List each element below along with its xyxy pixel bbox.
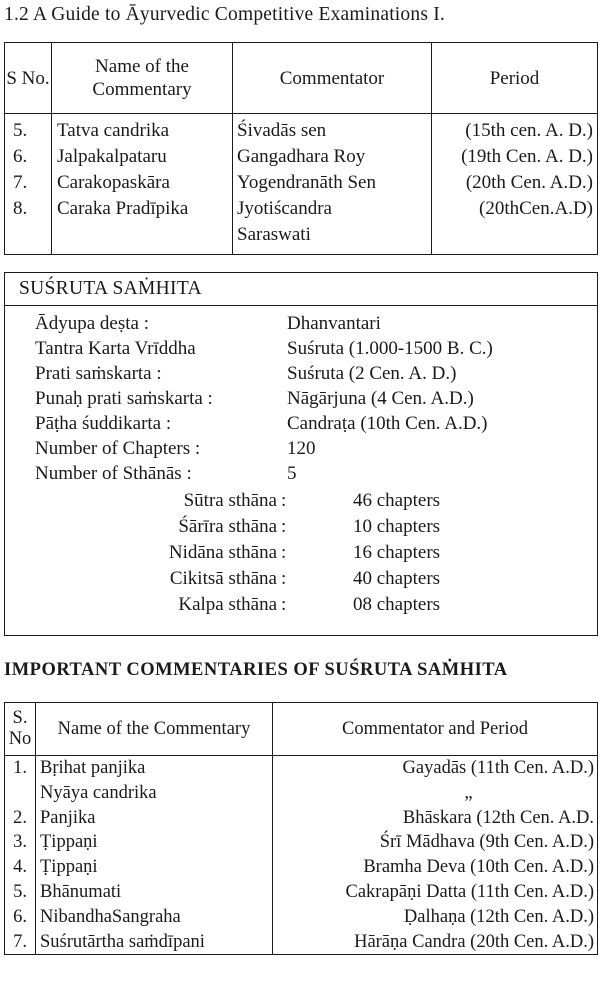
cell-period: (15th cen. A. D.) <box>465 120 593 141</box>
sthana-label: Nidāna sthāna <box>168 542 277 563</box>
cell-commentator-period: Bramha Deva (10th Cen. A.D.) <box>363 857 594 878</box>
cell-name: Panjika <box>40 807 96 828</box>
info-value: Candraṭa (10th Cen. A.D.) <box>287 413 488 434</box>
sthana-label: Sūtra sthāna <box>183 490 277 511</box>
cell-name: Nyāya candrika <box>40 782 157 803</box>
column-name <box>52 114 233 255</box>
cell-name: Ṭippaṇi <box>40 832 98 853</box>
cell-commentator-period: Ḍalhaṇa (12th Cen. A.D.) <box>403 906 594 927</box>
info-label: Pāṭha śuddikarta : <box>35 413 172 434</box>
sthana-label: Kalpa sthāna <box>178 594 277 615</box>
cell-name: Bṛihat panjika <box>40 758 146 778</box>
cell-name: Ṭippaṇi <box>40 857 98 878</box>
cell-commentator-period: Bhāskara (12th Cen. A.D. <box>402 807 594 828</box>
info-value: Suśruta (2 Cen. A. D.) <box>287 363 457 384</box>
cell-commentator: Jyotiścandra Saraswati <box>237 198 332 245</box>
cell-period: (20th Cen. A.D.) <box>465 172 593 193</box>
cell-sno: 7. <box>13 172 28 193</box>
cell-commentator-period: Gayadās (11th Cen. A.D.) <box>402 758 594 778</box>
susruta-commentaries-table <box>4 702 598 955</box>
cell-commentator-period: Cakrapāṇi Datta (11th Cen. A.D.) <box>345 881 594 902</box>
info-label: Tantra Karta Vrīddha <box>35 338 196 359</box>
column-header-name: Name of the Commentary <box>52 43 233 114</box>
colon: : <box>281 568 287 589</box>
cell-sno: 5. <box>13 120 28 141</box>
cell-commentator-period: Śrī Mādhava (9th Cen. A.D.) <box>379 832 594 853</box>
cell-sno: 5. <box>13 881 27 902</box>
cell-sno: 3. <box>13 832 27 853</box>
cell-sno: 6. <box>13 146 28 167</box>
column-header-commentator-period: Commentator and Period <box>273 703 598 756</box>
table-body <box>5 114 598 255</box>
susruta-samhita-box <box>4 272 598 636</box>
info-label: Number of Chapters : <box>35 438 201 459</box>
sthana-value: 16 chapters <box>353 542 441 563</box>
info-value: 120 <box>287 438 316 459</box>
cell-sno: 4. <box>13 857 27 878</box>
cell-period: (19th Cen. A. D.) <box>461 146 593 167</box>
section-title: IMPORTANT COMMENTARIES OF SUŚRUTA SAṀHITA <box>4 660 508 680</box>
sthana-value: 46 chapters <box>353 490 441 511</box>
colon: : <box>281 542 287 563</box>
sthana-value: 08 chapters <box>353 594 441 615</box>
cell-sno: 6. <box>13 906 27 927</box>
cell-name: Suśrutārtha saṁdīpani <box>40 931 205 952</box>
cell-name: Jalpakalpataru <box>57 146 167 167</box>
cell-sno: 7. <box>13 931 27 952</box>
info-label: Punaḥ prati saṁskarta : <box>35 388 213 409</box>
column-commentator-period <box>273 756 598 955</box>
column-commentator <box>233 114 432 255</box>
table-body <box>5 756 598 955</box>
cell-commentator-period: „ <box>464 782 473 803</box>
column-period <box>432 114 598 255</box>
cell-name: Carakopaskāra <box>57 172 170 193</box>
cell-sno: 2. <box>13 807 27 828</box>
cell-sno <box>5 781 35 806</box>
info-label: Number of Sthānās : <box>35 463 192 484</box>
column-header-sno: S. No <box>5 703 36 756</box>
page-header: 1.2 A Guide to Āyurvedic Competitive Examinations I. <box>4 4 445 25</box>
cell-name: NibandhaSangraha <box>40 906 181 927</box>
cell-commentator: Yogendranāth Sen <box>237 172 376 193</box>
info-value: Nāgārjuna (4 Cen. A.D.) <box>287 388 474 409</box>
colon: : <box>281 516 287 537</box>
info-value: Suśruta (1.000-1500 B. C.) <box>287 338 493 359</box>
caraka-commentaries-table <box>4 42 598 255</box>
column-header-name: Name of the Commentary <box>36 703 273 756</box>
cell-period: (20thCen.A.D) <box>479 198 593 219</box>
sthana-value: 10 chapters <box>353 516 441 537</box>
cell-sno: 1. <box>13 758 27 778</box>
cell-name: Tatva candrika <box>57 120 170 141</box>
info-label: Prati saṁskarta : <box>35 363 162 384</box>
colon: : <box>281 490 287 511</box>
info-value: Dhanvantari <box>287 313 381 334</box>
cell-name: Bhānumati <box>40 881 122 902</box>
sthana-label: Cikitsā sthāna <box>169 568 277 589</box>
column-header-sno: S No. <box>5 43 52 114</box>
colon: : <box>281 594 287 615</box>
box-title: SUŚRUTA SAṀHITA <box>5 273 597 306</box>
column-sno <box>5 756 36 955</box>
cell-name: Caraka Pradīpika <box>57 198 189 219</box>
table-header-row <box>5 43 598 114</box>
column-name <box>36 756 273 955</box>
cell-commentator: Gangadhara Roy <box>237 146 366 167</box>
info-value: 5 <box>287 463 297 484</box>
sthana-label: Śārīra sthāna <box>178 516 277 537</box>
column-sno <box>5 114 52 255</box>
cell-commentator-period: Hārāṇa Candra (20th Cen. A.D.) <box>354 931 594 952</box>
cell-sno: 8. <box>13 198 28 219</box>
info-label: Ādyupa deṣta : <box>35 313 149 334</box>
sthana-value: 40 chapters <box>353 568 441 589</box>
column-header-period: Period <box>432 43 598 114</box>
cell-commentator: Śivadās sen <box>237 120 327 141</box>
column-header-commentator: Commentator <box>233 43 432 114</box>
table-header-row <box>5 703 598 756</box>
